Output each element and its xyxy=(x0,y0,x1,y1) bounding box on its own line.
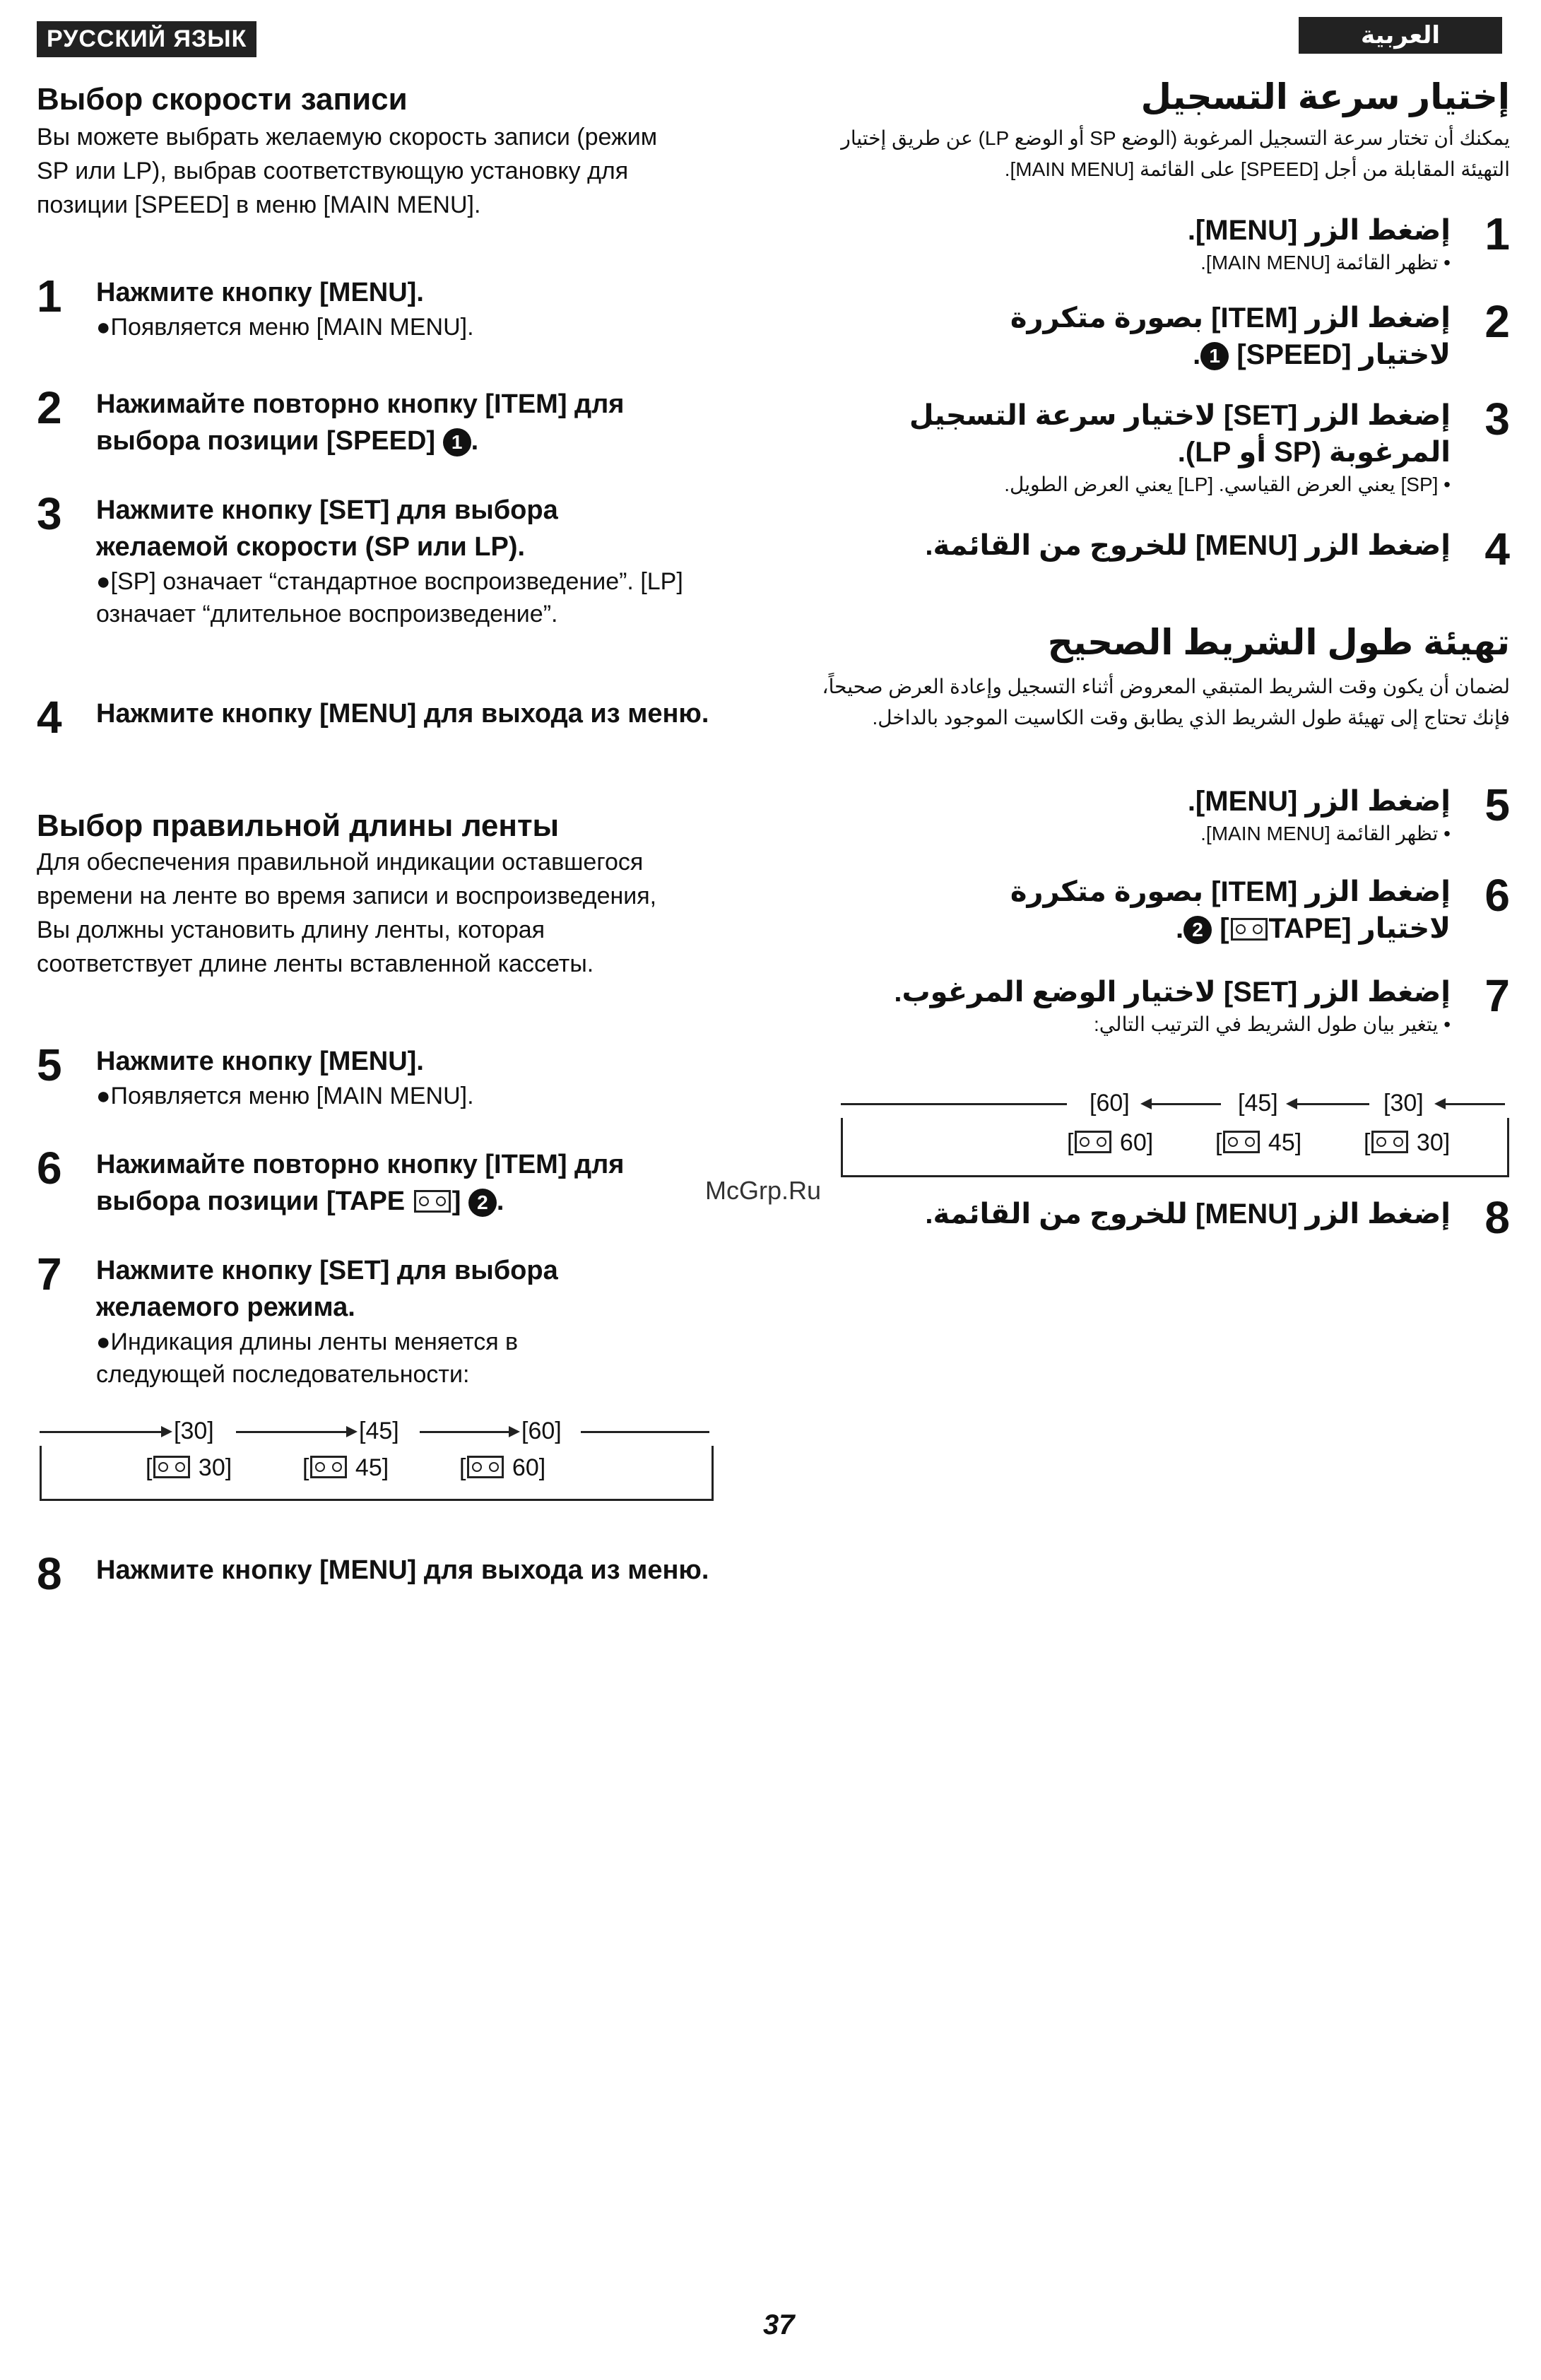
ru-tape-length-sequence xyxy=(40,1418,714,1497)
sequence-value: [30] xyxy=(1383,1090,1424,1117)
ar-step-4 xyxy=(796,524,1510,575)
cassette-tape-icon xyxy=(467,1456,504,1478)
step-note: ●Индикация длины ленты меняется в следующей последовательности: xyxy=(96,1329,519,1388)
callout-marker-2: 2 xyxy=(1183,916,1212,944)
step-number: 2 xyxy=(1484,296,1510,347)
step-number: 1 xyxy=(1484,208,1510,259)
ar-step-7 xyxy=(796,970,1510,1039)
ar-section-speed-title: إختيار سرعة التسجيل xyxy=(1140,77,1510,117)
step-title: إضغط الزر [MENU] للخروج من القائمة. xyxy=(925,530,1451,561)
step-number: 8 xyxy=(37,1548,62,1599)
ru-step-7 xyxy=(37,1249,729,1391)
ar-step-5 xyxy=(796,779,1510,848)
ru-section-tape xyxy=(37,808,729,981)
ar-section-tape-title: تهيئة طول الشريط الصحيح xyxy=(1047,623,1510,662)
cassette-tape-icon xyxy=(414,1190,451,1213)
ar-step-1 xyxy=(796,208,1510,277)
step-title: إضغط الزر [MENU]. xyxy=(1187,786,1451,817)
step-number: 7 xyxy=(1484,970,1510,1021)
sequence-indicator: [ 30] xyxy=(1364,1129,1451,1156)
step-title: Нажимайте повторно кнопку [ITEM] для выбора позиции [SPEED] 1 . xyxy=(96,389,625,456)
callout-marker-1: 1 xyxy=(1200,342,1229,370)
sequence-value: [45] xyxy=(359,1418,399,1444)
step-title: Нажмите кнопку [MENU]. xyxy=(96,1047,424,1076)
step-note: ●Появляется меню [MAIN MENU]. xyxy=(96,1083,474,1109)
ar-step-2 xyxy=(796,296,1510,373)
arrow-right-icon xyxy=(346,1426,358,1437)
ru-step-6 xyxy=(37,1143,729,1220)
watermark-text: McGrp.Ru xyxy=(705,1176,822,1205)
ru-step-8 xyxy=(37,1548,729,1599)
step-title: Нажмите кнопку [MENU] для выхода из меню. xyxy=(96,1555,709,1585)
step-number: 5 xyxy=(37,1039,62,1090)
ar-section-tape xyxy=(796,622,1510,734)
language-badge-arabic: العربية xyxy=(1299,17,1502,54)
arrow-right-icon xyxy=(161,1426,172,1437)
ar-tape-length-sequence xyxy=(841,1090,1509,1176)
step-note: • [SP] يعني العرض القياسي. [LP] يعني العرض الطويل. xyxy=(1004,473,1451,495)
step-title: Нажмите кнопку [MENU] для выхода из меню. xyxy=(96,699,709,729)
step-title: إضغط الزر [SET] لاختيار سرعة التسجيل المرغوبة (SP أو LP). xyxy=(909,400,1451,468)
step-title: Нажмите кнопку [SET] для выбора желаемого режима. xyxy=(96,1256,558,1322)
ru-section-speed-title: Выбор скорости записи xyxy=(37,82,408,117)
cassette-tape-icon xyxy=(1075,1131,1111,1153)
cassette-tape-icon xyxy=(1371,1131,1408,1153)
ru-section-speed xyxy=(37,82,729,222)
cassette-tape-icon xyxy=(1231,918,1268,941)
sequence-indicator: [ 45] xyxy=(302,1454,389,1481)
ru-step-1 xyxy=(37,271,729,343)
ar-step-8 xyxy=(796,1192,1510,1243)
step-note: • يتغير بيان طول الشريط في الترتيب التالي: xyxy=(1093,1013,1451,1035)
step-note: • تظهر القائمة [MAIN MENU]. xyxy=(1200,252,1451,273)
step-title: Нажмите кнопку [SET] для выбора желаемой скорости (SP или LP). xyxy=(96,495,558,562)
callout-marker-2: 2 xyxy=(468,1189,497,1217)
ar-section-speed xyxy=(796,76,1510,185)
step-note: • تظهر القائمة [MAIN MENU]. xyxy=(1200,823,1451,844)
ru-section-speed-intro: Вы можете выбрать желаемую скорость записи (режим SP или LP), выбрав соответствующую установку для позиции [SPEED] в меню [MAIN MENU]. xyxy=(37,124,658,218)
sequence-value: [45] xyxy=(1238,1090,1278,1117)
step-number: 6 xyxy=(37,1143,62,1194)
step-title: Нажмите кнопку [MENU]. xyxy=(96,278,424,307)
ru-step-2 xyxy=(37,382,729,459)
step-title: إضغط الزر [MENU]. xyxy=(1187,215,1451,246)
sequence-indicator: [ 30] xyxy=(146,1454,232,1481)
step-number: 3 xyxy=(37,488,62,539)
step-title: إضغط الزر [MENU] للخروج من القائمة. xyxy=(925,1198,1451,1230)
sequence-indicator: [ 60] xyxy=(1067,1129,1154,1156)
step-title: إضغط الزر [ITEM] بصورة متكررة لاختيار [TAPE] 2. xyxy=(1010,876,1451,944)
step-number: 1 xyxy=(37,271,62,322)
sequence-indicator: [ 45] xyxy=(1215,1129,1302,1156)
cassette-tape-icon xyxy=(310,1456,347,1478)
callout-marker-1: 1 xyxy=(443,428,471,456)
step-title: إضغط الزر [SET] لاختيار الوضع المرغوب. xyxy=(894,977,1451,1008)
sequence-value: [60] xyxy=(521,1418,562,1444)
ar-section-tape-intro: لضمان أن يكون وقت الشريط المتبقي المعروض أثناء التسجيل وإعادة العرض صحيحاً، فإنك تحتاج إلى تهيئة طول الشريط الذي يطابق وقت الكاسيت الموجود بالداخل. xyxy=(822,676,1510,729)
ar-section-speed-intro: يمكنك أن تختار سرعة التسجيل المرغوبة (الوضع SP أو الوضع LP) عن طريق إختيار التهيئة المقابلة من أجل [SPEED] على القائمة [MAIN MENU]. xyxy=(841,127,1510,180)
ru-section-tape-title: Выбор правильной длины ленты xyxy=(37,808,560,843)
step-number: 4 xyxy=(1484,524,1510,575)
ru-step-5 xyxy=(37,1039,729,1112)
step-note: ●[SP] означает “стандартное воспроизведение”. [LP] означает “длительное воспроизведение”. xyxy=(96,568,683,628)
step-number: 4 xyxy=(37,692,62,743)
sequence-value: [60] xyxy=(1090,1090,1130,1117)
step-number: 7 xyxy=(37,1249,62,1300)
ru-step-4 xyxy=(37,692,729,743)
ar-step-3 xyxy=(796,394,1510,499)
cassette-tape-icon xyxy=(153,1456,190,1478)
sequence-value: [30] xyxy=(174,1418,214,1444)
arrow-right-icon xyxy=(509,1426,520,1437)
page-number: 37 xyxy=(763,2309,795,2340)
step-number: 3 xyxy=(1484,394,1510,444)
ru-section-tape-intro: Для обеспечения правильной индикации оставшегося времени на ленте во время записи и воспроизведения, Вы должны установить длину ленты, которая соответствует длине ленты вставленной кассеты. xyxy=(37,849,657,977)
step-number: 6 xyxy=(1484,870,1510,921)
ar-step-6 xyxy=(796,870,1510,947)
step-title: Нажимайте повторно кнопку [ITEM] для выбора позиции [TAPE ] 2 . xyxy=(96,1150,625,1216)
step-note: ●Появляется меню [MAIN MENU]. xyxy=(96,314,474,341)
language-badge-russian: РУССКИЙ ЯЗЫК xyxy=(37,21,256,57)
step-title: إضغط الزر [ITEM] بصورة متكررة لاختيار [SPEED] 1. xyxy=(1010,302,1451,370)
ru-step-3 xyxy=(37,488,729,630)
step-number: 2 xyxy=(37,382,62,433)
sequence-indicator: [ 60] xyxy=(459,1454,546,1481)
step-number: 5 xyxy=(1484,779,1510,830)
cassette-tape-icon xyxy=(1223,1131,1260,1153)
step-number: 8 xyxy=(1484,1192,1510,1243)
